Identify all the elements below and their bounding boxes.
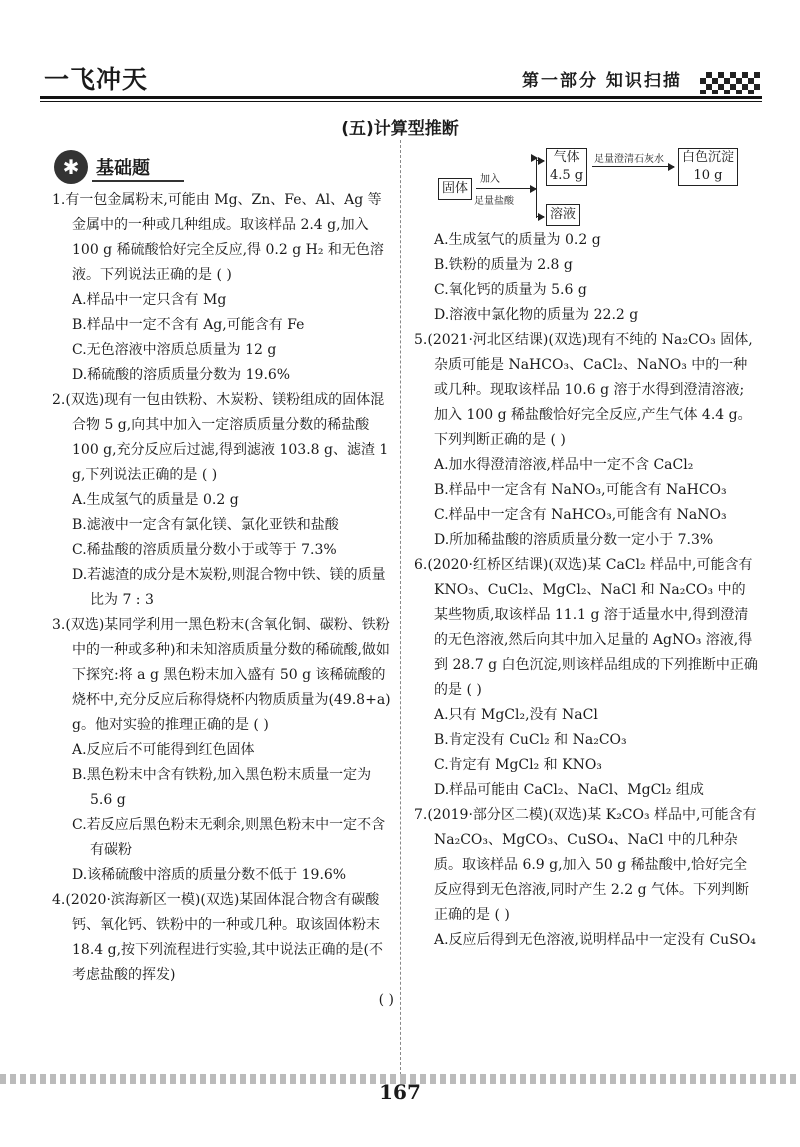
split-line <box>536 158 537 218</box>
answer-option: D.所加稀盐酸的溶质质量分数一定小于 7.3% <box>434 532 714 548</box>
answer-option: B.铁粉的质量为 2.8 g <box>434 257 573 273</box>
badge-label: 基础题 <box>96 158 150 179</box>
answer-option: D.溶液中氯化物的质量为 22.2 g <box>434 307 639 323</box>
right-column <box>414 228 758 953</box>
answer-option: A.加水得澄清溶液,样品中一定不含 CaCl₂ <box>434 457 694 473</box>
part-title: 第一部分 知识扫描 <box>522 71 682 91</box>
answer-option: B.样品中一定不含有 Ag,可能含有 Fe <box>72 317 305 333</box>
answer-option: A.样品中一定只含有 Mg <box>72 292 227 308</box>
question-stem: 5.(2021·河北区结课)(双选)现有不纯的 Na₂CO₃ 固体,杂质可能是 NaHCO₃、CaCl₂、NaNO₃ 中的一种或几种。现取该样品 10.6 g 溶于水得到澄清溶液;加入 100 g 稀盐酸恰好完全反应,产生气体 4.4 g。下列判断正确的是 ( ) <box>414 332 753 448</box>
answer-option: C.样品中一定含有 NaHCO₃,可能含有 NaNO₃ <box>434 507 727 523</box>
arrow-solid <box>476 188 536 189</box>
column-divider <box>400 140 401 1075</box>
solid-box: 固体 <box>438 178 472 200</box>
answer-option: C.氧化钙的质量为 5.6 g <box>434 282 587 298</box>
solution-box: 溶液 <box>546 204 580 226</box>
answer-option: D.稀硫酸的溶质质量分数为 19.6% <box>72 367 291 383</box>
brand-logo: 一飞冲天 <box>44 65 149 94</box>
answer-option: B.样品中一定含有 NaNO₃,可能含有 NaHCO₃ <box>434 482 727 498</box>
answer-option: C.肯定有 MgCl₂ 和 KNO₃ <box>434 757 602 773</box>
flow-acid-top: 加入 <box>480 174 500 185</box>
answer-option: B.滤液中一定含有氯化镁、氯化亚铁和盐酸 <box>72 517 339 533</box>
precip-label: 白色沉淀 <box>682 150 735 165</box>
page-number: 167 <box>379 1080 421 1104</box>
left-column <box>52 188 394 1013</box>
question-stem: 4.(2020·滨海新区一模)(双选)某固体混合物含有碳酸钙、氧化钙、铁粉中的一种或几种。取该固体粉末 18.4 g,按下列流程进行实验,其中说法正确的是(不考虑盐酸的挥发) <box>52 892 383 983</box>
question-stem: 7.(2019·部分区二模)(双选)某 K₂CO₃ 样品中,可能含有 Na₂CO₃、MgCO₃、CuSO₄、NaCl 中的几种杂质。取该样品 6.9 g,加入 50 g 稀盐酸中,恰好完全反应得到无色溶液,同时产生 2.2 g 气体。下列判断正确的是 ( ) <box>414 807 757 923</box>
answer-option: C.稀盐酸的溶质质量分数小于或等于 7.3% <box>72 542 337 558</box>
question-stem: 3.(双选)某同学利用一黑色粉末(含氧化铜、碳粉、铁粉中的一种或多种)和未知溶质质量分数的稀硫酸,做如下探究:将 a g 黑色粉末加入盛有 50 g 该稀硫酸的烧杯中,充分反应后称得烧杯内物质质量为(49.8+a) g。他对实验的推理正确的是 ( ) <box>52 617 391 733</box>
question-stem: 2.(双选)现有一包由铁粉、木炭粉、镁粉组成的固体混合物 5 g,向其中加入一定溶质质量分数的稀盐酸 100 g,充分反应后过滤,得到滤液 103.8 g、滤渣 1 g,下列说法正确的是 ( ) <box>52 392 389 483</box>
header-rule <box>40 96 762 99</box>
gas-box <box>546 148 587 186</box>
flow-acid-bottom: 足量盐酸 <box>474 196 514 207</box>
precip-box <box>678 148 738 186</box>
answer-option: C.若反应后黑色粉末无剩余,则黑色粉末中一定不含有碳粉 <box>72 817 386 858</box>
question-stem: 1.有一包金属粉末,可能由 Mg、Zn、Fe、Al、Ag 等金属中的一种或几种组成。取该样品 2.4 g,加入 100 g 稀硫酸恰好完全反应,得 0.2 g H₂ 和无色溶液。下列说法正确的是 ( ) <box>52 192 384 283</box>
answer-option: D.若滤渣的成分是木炭粉,则混合物中铁、镁的质量比为 7 : 3 <box>72 567 386 608</box>
checker-decoration <box>700 72 760 94</box>
gas-mass: 4.5 g <box>550 168 584 183</box>
flow-diagram <box>436 146 756 226</box>
answer-option: A.生成氢气的质量为 0.2 g <box>434 232 601 248</box>
answer-option: D.该稀硫酸中溶质的质量分数不低于 19.6% <box>72 867 347 883</box>
question-stem: 6.(2020·红桥区结课)(双选)某 CaCl₂ 样品中,可能含有 KNO₃、CuCl₂、MgCl₂、NaCl 和 Na₂CO₃ 中的某些物质,取该样品 11.1 g 溶于适量水中,得到澄清的无色溶液,然后向其中加入足量的 AgNO₃ 溶液,得到 28.7 g 白色沉淀,则该样品组成的下列推断中正确的是 ( ) <box>414 557 758 698</box>
answer-option: C.无色溶液中溶质总质量为 12 g <box>72 342 277 358</box>
answer-option: A.反应后得到无色溶液,说明样品中一定没有 CuSO₄ <box>434 932 756 948</box>
answer-option: B.黑色粉末中含有铁粉,加入黑色粉末质量一定为 5.6 g <box>72 767 372 808</box>
flow-limewater: 足量澄清石灰水 <box>594 154 664 165</box>
answer-option: D.样品可能由 CaCl₂、NaCl、MgCl₂ 组成 <box>434 782 704 798</box>
answer-bracket: ( ) <box>378 992 394 1008</box>
gas-label: 气体 <box>553 150 580 165</box>
star-icon: ✱ <box>54 150 88 184</box>
answer-option: A.只有 MgCl₂,没有 NaCl <box>434 707 598 723</box>
arrow-solution <box>536 216 544 217</box>
arrow-precip <box>592 166 674 167</box>
header-rule-thin <box>40 101 762 102</box>
answer-option: A.反应后不可能得到红色固体 <box>72 742 255 758</box>
precip-mass: 10 g <box>693 168 723 183</box>
basic-badge <box>52 150 202 184</box>
arrow-gas <box>536 160 544 161</box>
section-title: (五)计算型推断 <box>341 119 459 139</box>
badge-underline <box>92 180 184 182</box>
answer-option: A.生成氢气的质量是 0.2 g <box>72 492 239 508</box>
answer-option: B.肯定没有 CuCl₂ 和 Na₂CO₃ <box>434 732 627 748</box>
